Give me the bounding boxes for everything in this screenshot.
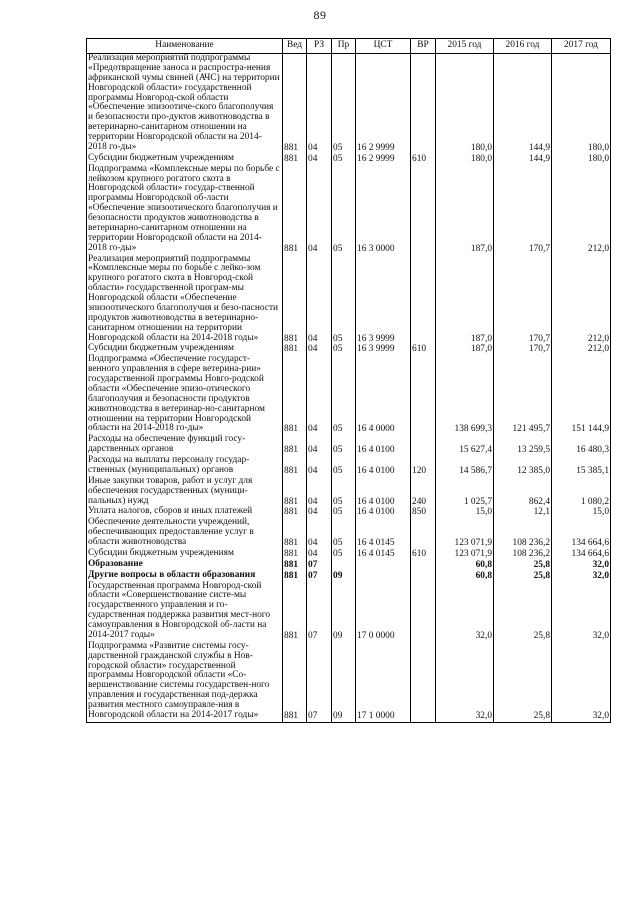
row-2017: 32,0 — [552, 571, 611, 582]
row-ved: 881 — [283, 435, 307, 456]
row-2017: 15,0 — [552, 507, 611, 518]
row-2016: 13 259,5 — [494, 435, 552, 456]
row-2015: 123 071,9 — [436, 518, 494, 549]
row-cst — [356, 560, 411, 571]
row-vr: 610 — [411, 549, 436, 560]
row-ved: 881 — [283, 344, 307, 355]
row-name: Другие вопросы в области образования — [87, 571, 283, 582]
row-rz: 04 — [307, 477, 332, 508]
row-2016: 12 385,0 — [494, 456, 552, 477]
table-row — [87, 549, 611, 560]
row-cst: 16 4 0145 — [356, 518, 411, 549]
row-name: Подпрограмма «Комплексные меры по борьбе с лейкозом крупного рогатого скота в Новгородской области» государ-ственной программы Новгородской об-ласти «Обеспечение эпизоотического благополучия и безопасности продуктов животноводства в ветеринарно-санитарном отношении на территории Новгородской области на 2014-2018 го-ды» — [87, 165, 283, 255]
row-vr: 850 — [411, 507, 436, 518]
row-name: Расходы на выплаты персоналу государ-ственных (муниципальных) органов — [87, 456, 283, 477]
row-2015: 60,8 — [436, 571, 494, 582]
row-2015: 187,0 — [436, 165, 494, 255]
row-2016: 144,9 — [494, 54, 552, 154]
row-2016: 170,7 — [494, 344, 552, 355]
row-vr — [411, 435, 436, 456]
row-ved: 881 — [283, 518, 307, 549]
row-2016: 12,1 — [494, 507, 552, 518]
row-2016: 25,8 — [494, 571, 552, 582]
row-pr: 05 — [332, 507, 356, 518]
row-vr — [411, 571, 436, 582]
row-ved: 881 — [283, 582, 307, 642]
row-name: Уплата налогов, сборов и иных платежей — [87, 507, 283, 518]
row-2017: 1 080,2 — [552, 477, 611, 508]
row-ved: 881 — [283, 560, 307, 571]
row-vr — [411, 355, 436, 435]
row-2015: 1 025,7 — [436, 477, 494, 508]
row-cst: 16 2 9999 — [356, 54, 411, 154]
row-2015: 187,0 — [436, 344, 494, 355]
row-name: Образование — [87, 560, 283, 571]
row-rz: 04 — [307, 54, 332, 154]
row-2016: 862,4 — [494, 477, 552, 508]
row-2015: 123 071,9 — [436, 549, 494, 560]
row-2016: 25,8 — [494, 582, 552, 642]
budget-table — [86, 38, 611, 723]
row-ved: 881 — [283, 571, 307, 582]
page-number: 89 — [313, 8, 327, 22]
row-2016: 108 236,2 — [494, 518, 552, 549]
header-2017: 2017 год — [552, 39, 611, 54]
table-header-row — [87, 39, 611, 54]
row-2017: 151 144,9 — [552, 355, 611, 435]
row-name: Государственная программа Новгород-ской области «Совершенствование систе-мы государственного управления и го-сударственная поддержка развития мест-ного самоуправления в Новгородской об-ласти на 2014-2017 годы» — [87, 582, 283, 642]
row-vr — [411, 255, 436, 345]
header-cst: ЦСТ — [356, 39, 411, 54]
table-row — [87, 355, 611, 435]
table-row — [87, 456, 611, 477]
table-row — [87, 477, 611, 508]
row-2017: 212,0 — [552, 255, 611, 345]
header-vr: ВР — [411, 39, 436, 54]
table-body — [87, 54, 611, 723]
row-2016: 121 495,7 — [494, 355, 552, 435]
row-vr: 610 — [411, 154, 436, 165]
row-cst: 17 0 0000 — [356, 582, 411, 642]
row-vr: 610 — [411, 344, 436, 355]
table-row — [87, 435, 611, 456]
row-2016: 108 236,2 — [494, 549, 552, 560]
row-ved: 881 — [283, 642, 307, 723]
row-cst: 16 4 0100 — [356, 435, 411, 456]
row-name: Субсидии бюджетным учреждениям — [87, 549, 283, 560]
row-rz: 04 — [307, 165, 332, 255]
row-2017: 32,0 — [552, 560, 611, 571]
row-rz: 04 — [307, 456, 332, 477]
row-name: Субсидии бюджетным учреждениям — [87, 154, 283, 165]
row-ved: 881 — [283, 355, 307, 435]
row-name: Подпрограмма «Обеспечение государст-венного управления в сфере ветерина-рии» государственной программы Новго-родской области «Обеспечение эпизо-отического благополучия и безопасности продуктов животноводства в ветеринар-но-санитарном отношении на территории Новгородской области на 2014-2018 го-ды» — [87, 355, 283, 435]
row-rz: 04 — [307, 507, 332, 518]
row-2017: 32,0 — [552, 642, 611, 723]
row-name: Обеспечение деятельности учреждений, обеспечивающих предоставление услуг в области животноводства — [87, 518, 283, 549]
row-2015: 180,0 — [436, 54, 494, 154]
row-2015: 60,8 — [436, 560, 494, 571]
row-2017: 134 664,6 — [552, 549, 611, 560]
row-2017: 180,0 — [552, 54, 611, 154]
row-cst: 17 1 0000 — [356, 642, 411, 723]
row-ved: 881 — [283, 54, 307, 154]
table-row — [87, 642, 611, 723]
row-pr: 05 — [332, 255, 356, 345]
row-pr: 05 — [332, 549, 356, 560]
row-2015: 14 586,7 — [436, 456, 494, 477]
row-ved: 881 — [283, 549, 307, 560]
row-2015: 32,0 — [436, 642, 494, 723]
row-vr — [411, 582, 436, 642]
table-row — [87, 154, 611, 165]
row-2016: 25,8 — [494, 642, 552, 723]
row-name: Субсидии бюджетным учреждениям — [87, 344, 283, 355]
row-pr: 05 — [332, 165, 356, 255]
row-vr — [411, 518, 436, 549]
row-2017: 15 385,1 — [552, 456, 611, 477]
table-row — [87, 255, 611, 345]
row-2015: 32,0 — [436, 582, 494, 642]
table-row — [87, 54, 611, 154]
row-cst: 16 3 9999 — [356, 344, 411, 355]
row-pr: 05 — [332, 54, 356, 154]
table-row — [87, 518, 611, 549]
row-cst: 16 4 0000 — [356, 355, 411, 435]
row-2016: 25,8 — [494, 560, 552, 571]
row-pr: 09 — [332, 571, 356, 582]
row-pr: 05 — [332, 456, 356, 477]
row-cst: 16 4 0100 — [356, 477, 411, 508]
row-pr: 09 — [332, 642, 356, 723]
row-ved: 881 — [283, 255, 307, 345]
row-name: Реализация мероприятий подпрограммы «Комплексные меры по борьбе с лейко-зом крупного рогатого скота в Новгород-ской области» государственной програм-мы Новгородской области «Обеспечение эпизоотического благополучия и безо-пасности продуктов животноводства в ветеринарно-санитарном отношении на территории Новгородской области на 2014-2018 годы» — [87, 255, 283, 345]
row-ved: 881 — [283, 456, 307, 477]
row-rz: 04 — [307, 435, 332, 456]
row-rz: 07 — [307, 560, 332, 571]
row-vr: 120 — [411, 456, 436, 477]
header-pr: Пр — [332, 39, 356, 54]
row-2015: 138 699,3 — [436, 355, 494, 435]
row-pr: 05 — [332, 355, 356, 435]
row-2017: 212,0 — [552, 344, 611, 355]
row-2016: 170,7 — [494, 165, 552, 255]
row-rz: 07 — [307, 571, 332, 582]
row-cst: 16 4 0145 — [356, 549, 411, 560]
row-vr: 240 — [411, 477, 436, 508]
row-2017: 180,0 — [552, 154, 611, 165]
row-pr: 05 — [332, 344, 356, 355]
row-vr — [411, 54, 436, 154]
header-rz: РЗ — [307, 39, 332, 54]
header-2016: 2016 год — [494, 39, 552, 54]
row-vr — [411, 165, 436, 255]
row-2017: 134 664,6 — [552, 518, 611, 549]
row-2015: 180,0 — [436, 154, 494, 165]
row-rz: 04 — [307, 355, 332, 435]
row-rz: 07 — [307, 582, 332, 642]
header-name: Наименование — [87, 39, 283, 54]
row-rz: 04 — [307, 518, 332, 549]
row-cst: 16 2 9999 — [356, 154, 411, 165]
row-2016: 170,7 — [494, 255, 552, 345]
row-name: Иные закупки товаров, работ и услуг для обеспечения государственных (муници-пальных) нужд — [87, 477, 283, 508]
header-2015: 2015 год — [436, 39, 494, 54]
row-pr: 05 — [332, 477, 356, 508]
row-rz: 04 — [307, 154, 332, 165]
row-cst: 16 3 0000 — [356, 165, 411, 255]
table-row — [87, 560, 611, 571]
row-pr: 05 — [332, 154, 356, 165]
table-row — [87, 582, 611, 642]
row-name: Расходы на обеспечение функций госу-дарственных органов — [87, 435, 283, 456]
row-vr — [411, 642, 436, 723]
table-row — [87, 165, 611, 255]
row-pr: 05 — [332, 435, 356, 456]
row-ved: 881 — [283, 477, 307, 508]
row-vr — [411, 560, 436, 571]
row-2015: 187,0 — [436, 255, 494, 345]
row-pr: 05 — [332, 518, 356, 549]
row-2015: 15 627,4 — [436, 435, 494, 456]
row-cst: 16 4 0100 — [356, 507, 411, 518]
row-2017: 212,0 — [552, 165, 611, 255]
row-rz: 07 — [307, 642, 332, 723]
row-rz: 04 — [307, 344, 332, 355]
row-cst: 16 3 9999 — [356, 255, 411, 345]
row-2017: 32,0 — [552, 582, 611, 642]
row-name: Реализация мероприятий подпрограммы «Предотвращение заноса и распростра-нения африканской чумы свиней (АЧС) на территории Новгородской области» государственной программы Новгород-ской области «Обеспечение эпизоотиче-ского благополучия и безопасности про-дуктов животноводства в ветеринарно-санитарном отношении на территории Новгородской области на 2014-2018 го-ды» — [87, 54, 283, 154]
row-name: Подпрограмма «Развитие системы госу-дарственной гражданской службы в Нов-городской области» государственной программы Новгородской области «Со-вершенствование системы государствен-ного управления и государственная под-держка развития местного самоуправле-ния в Новгородской области на 2014-2017 годы» — [87, 642, 283, 723]
row-ved: 881 — [283, 154, 307, 165]
header-ved: Вед — [283, 39, 307, 54]
row-pr: 09 — [332, 582, 356, 642]
row-cst — [356, 571, 411, 582]
row-rz: 04 — [307, 549, 332, 560]
row-2017: 16 480,3 — [552, 435, 611, 456]
row-cst: 16 4 0100 — [356, 456, 411, 477]
row-2016: 144,9 — [494, 154, 552, 165]
row-2015: 15,0 — [436, 507, 494, 518]
table-row — [87, 571, 611, 582]
row-ved: 881 — [283, 165, 307, 255]
row-rz: 04 — [307, 255, 332, 345]
row-pr — [332, 560, 356, 571]
row-ved: 881 — [283, 507, 307, 518]
